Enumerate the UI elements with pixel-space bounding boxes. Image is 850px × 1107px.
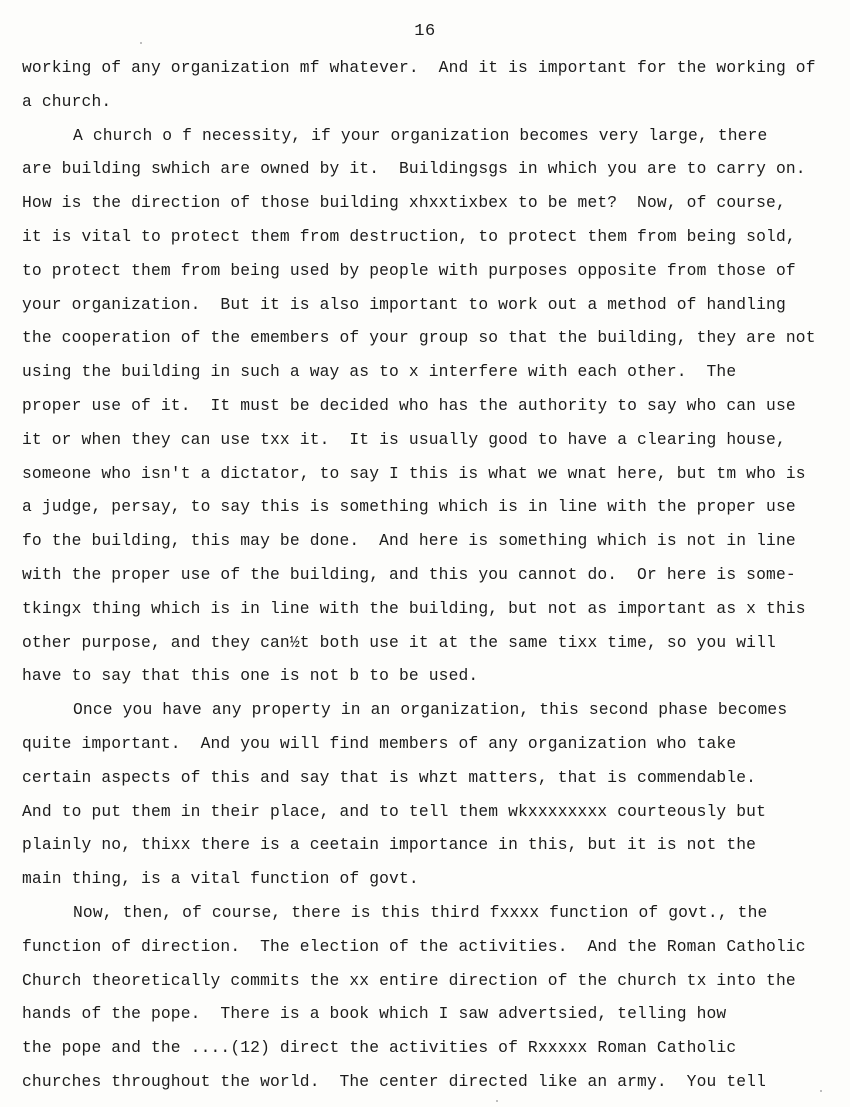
text-line: a judge, persay, to say this is something which is in line with the proper use <box>22 497 796 517</box>
paper-speck <box>820 1090 822 1092</box>
text-line: are building swhich are owned by it. Buildingsgs in which you are to carry on. <box>22 159 806 179</box>
paragraph-start-line: A church o f necessity, if your organization becomes very large, there <box>73 125 768 145</box>
text-line: it or when they can use txx it. It is usually good to have a clearing house, <box>22 429 786 449</box>
paper-speck <box>496 1100 498 1102</box>
text-line: churches throughout the world. The center directed like an army. You tell <box>22 1071 767 1091</box>
text-line: And to put them in their place, and to tell them wkxxxxxxxx courteously but <box>22 801 767 821</box>
text-line: working of any organization mf whatever. And it is important for the working of <box>22 58 816 77</box>
text-line: other purpose, and they can½t both use it at the same tixx time, so you will <box>22 632 776 652</box>
text-line: your organization. But it is also important to work out a method of handling <box>22 294 786 314</box>
text-line: quite important. And you will find members of any organization who take <box>22 733 737 753</box>
text-line: plainly no, thixx there is a ceetain importance in this, but it is not the <box>22 835 757 855</box>
text-line: fo the building, this may be done. And here is something which is not in line <box>22 531 796 551</box>
text-line: a church. <box>22 91 112 111</box>
text-line: have to say that this one is not b to be used. <box>22 666 479 686</box>
text-line: function of direction. The election of the activities. And the Roman Catholic <box>22 936 806 956</box>
text-line: How is the direction of those building xhxxtixbex to be met? Now, of course, <box>22 193 786 213</box>
text-line: using the building in such a way as to x interfere with each other. The <box>22 362 737 382</box>
text-line: tkingx thing which is in line with the building, but not as important as x this <box>22 598 806 618</box>
text-line: Church theoretically commits the xx entire direction of the church tx into the <box>22 970 796 990</box>
text-line: hands of the pope. There is a book which I saw advertsied, telling how <box>22 1004 727 1024</box>
text-line: it is vital to protect them from destruction, to protect them from being sold, <box>22 226 796 246</box>
text-line: to protect them from being used by people with purposes opposite from those of <box>22 260 796 280</box>
text-line: the cooperation of the emembers of your group so that the building, they are not <box>22 328 816 348</box>
paragraph-start-line: Now, then, of course, there is this third fxxxx function of govt., the <box>73 902 768 922</box>
typewritten-text-body <box>22 56 837 1104</box>
page-number: 16 <box>414 22 436 41</box>
text-line: proper use of it. It must be decided who has the authority to say who can use <box>22 395 796 415</box>
text-line: main thing, is a vital function of govt. <box>22 869 419 889</box>
paper-speck <box>140 42 142 44</box>
paragraph-start-line: Once you have any property in an organization, this second phase becomes <box>73 700 788 720</box>
text-line: with the proper use of the building, and this you cannot do. Or here is some- <box>22 564 796 584</box>
text-line: someone who isn't a dictator, to say I this is what we wnat here, but tm who is <box>22 463 806 483</box>
text-line: certain aspects of this and say that is whzt matters, that is commendable. <box>22 767 757 787</box>
text-line: the pope and the ....(12) direct the activities of Rxxxxx Roman Catholic <box>22 1038 737 1058</box>
